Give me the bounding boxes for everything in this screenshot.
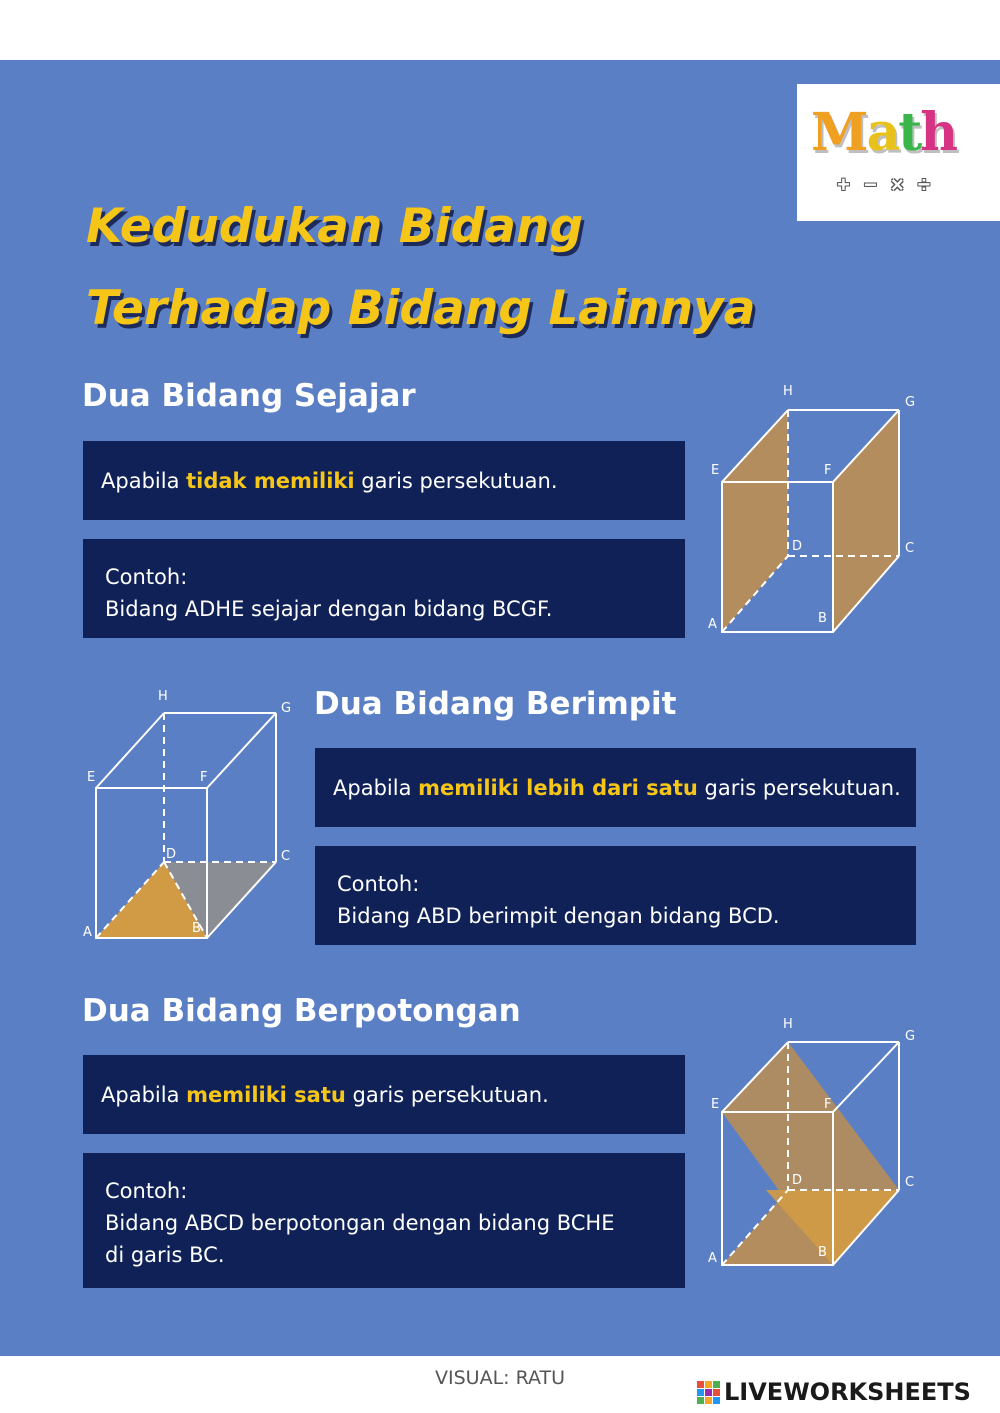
heading-berimpit: Dua Bidang Berimpit — [314, 686, 677, 722]
definition-box-sejajar — [83, 441, 685, 520]
page-title — [86, 186, 755, 350]
example-box-sejajar — [83, 539, 685, 638]
label-h: H — [158, 689, 168, 704]
math-logo — [797, 84, 1000, 221]
definition-text-berpotongan — [101, 1083, 549, 1107]
liveworksheets-logo-icon — [697, 1381, 720, 1404]
definition-box-berimpit — [315, 748, 916, 827]
definition-text-berimpit — [333, 776, 901, 800]
title-line-2: Terhadap Bidang Lainnya — [86, 281, 756, 336]
heading-sejajar: Dua Bidang Sejajar — [82, 378, 416, 414]
example-label: Contoh: — [337, 872, 420, 896]
example-text: Bidang ABD berimpit dengan bidang BCD. — [337, 904, 780, 928]
example-label: Contoh: — [105, 565, 188, 589]
visual-credit: VISUAL: RATU — [435, 1367, 566, 1389]
liveworksheets-brand[interactable] — [697, 1378, 971, 1406]
cube-diagram-berimpit — [80, 685, 300, 945]
label-f: F — [824, 1097, 832, 1112]
label-f: F — [824, 463, 832, 478]
math-logo-operators: + − × ÷ — [837, 172, 934, 197]
label-b: B — [818, 1245, 827, 1260]
definition-box-berpotongan — [83, 1055, 685, 1134]
label-h: H — [783, 384, 793, 399]
label-a: A — [83, 925, 92, 940]
example-text: Bidang ADHE sejajar dengan bidang BCGF. — [105, 597, 553, 621]
label-c: C — [905, 1175, 915, 1190]
def-suffix: garis persekutuan. — [345, 1082, 549, 1107]
def-prefix: Apabila — [333, 775, 419, 800]
cube-diagram-sejajar — [700, 378, 930, 638]
logo-letter-a: a — [866, 102, 899, 163]
label-e: E — [87, 770, 96, 785]
label-c: C — [905, 541, 915, 556]
label-e: E — [711, 463, 720, 478]
label-d: D — [792, 1173, 803, 1188]
def-highlight: memiliki satu — [186, 1082, 346, 1107]
example-box-berimpit — [315, 846, 916, 945]
logo-letter-m: M — [811, 102, 867, 163]
label-h: H — [783, 1017, 793, 1032]
plane-adhe — [722, 410, 788, 632]
def-highlight: memiliki lebih dari satu — [418, 775, 698, 800]
label-g: G — [281, 701, 292, 716]
example-box-berpotongan — [83, 1153, 685, 1288]
label-e: E — [711, 1097, 720, 1112]
plane-bcgf — [833, 410, 899, 632]
def-suffix: garis persekutuan. — [697, 775, 901, 800]
label-c: C — [281, 849, 291, 864]
label-a: A — [708, 617, 717, 632]
example-text-line-1: Bidang ABCD berpotongan dengan bidang BCHE — [105, 1211, 615, 1235]
label-g: G — [905, 1029, 916, 1044]
label-d: D — [166, 847, 177, 862]
example-label: Contoh: — [105, 1179, 188, 1203]
definition-text-sejajar — [101, 469, 558, 493]
logo-letter-t: t — [898, 102, 921, 163]
label-b: B — [192, 921, 201, 936]
label-f: F — [200, 770, 208, 785]
def-suffix: garis persekutuan. — [354, 468, 558, 493]
label-a: A — [708, 1251, 717, 1266]
label-b: B — [818, 611, 827, 626]
def-prefix: Apabila — [101, 1082, 187, 1107]
math-logo-word — [811, 102, 956, 163]
liveworksheets-wordmark: LIVEWORKSHEETS — [724, 1378, 971, 1406]
cube-diagram-berpotongan — [700, 1010, 930, 1275]
heading-berpotongan: Dua Bidang Berpotongan — [82, 993, 521, 1029]
label-d: D — [792, 539, 803, 554]
def-prefix: Apabila — [101, 468, 187, 493]
label-g: G — [905, 395, 916, 410]
title-line-1: Kedudukan Bidang — [86, 199, 584, 254]
example-text-line-2: di garis BC. — [105, 1243, 225, 1267]
def-highlight: tidak memiliki — [186, 468, 355, 493]
logo-letter-h: h — [920, 102, 957, 163]
